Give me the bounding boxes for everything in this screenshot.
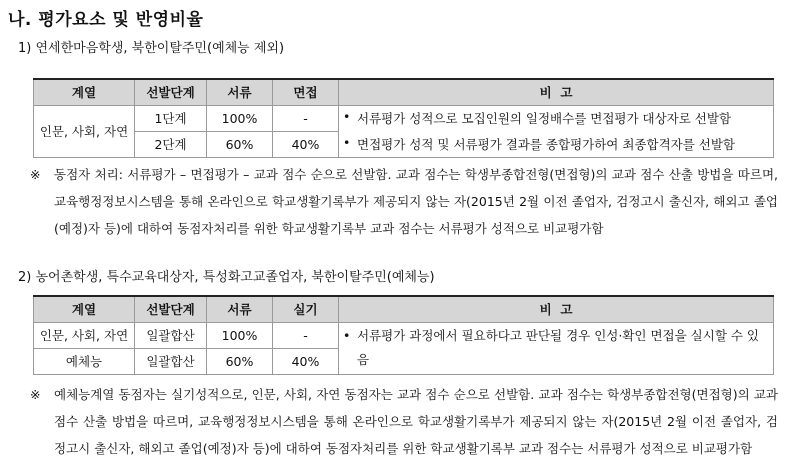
table-row	[34, 105, 774, 131]
header-practical: 실기	[273, 296, 339, 322]
section2-heading: 2) 농어촌학생, 특수교육대상자, 특성화고교졸업자, 북한이탈주민(예체능)	[18, 270, 435, 285]
header-stage: 선발단계	[135, 79, 207, 105]
page-title: 나. 평가요소 및 반영비율	[8, 10, 204, 30]
header-field: 계열	[34, 296, 135, 322]
section1-table	[33, 78, 774, 158]
field-cell: 인문, 사회, 자연	[34, 322, 135, 348]
interview-cell: 40%	[273, 131, 339, 157]
interview-cell: -	[273, 105, 339, 131]
reference-mark: ※	[30, 167, 41, 182]
practical-cell: -	[273, 322, 339, 348]
field-cell: 인문, 사회, 자연	[34, 105, 135, 157]
header-interview: 면접	[273, 79, 339, 105]
section2-table	[33, 295, 774, 375]
stage-cell: 1단계	[135, 105, 207, 131]
stage-cell: 일괄합산	[135, 322, 207, 348]
note-item: • 서류평가 성적으로 모집인원의 일정배수를 면접평가 대상자로 선발함	[343, 109, 767, 127]
practical-cell: 40%	[273, 348, 339, 374]
section2-header-row	[34, 296, 774, 322]
header-remarks: 비 고	[339, 296, 774, 322]
docs-cell: 60%	[207, 348, 273, 374]
header-stage: 선발단계	[135, 296, 207, 322]
header-field: 계열	[34, 79, 135, 105]
remark-text: 예체능계열 동점자는 실기성적으로, 인문, 사회, 자연 동점자는 교과 점수 순으로 선발함. 교과 점수는 학생부종합전형(면접형)의 교과 점수 산출 방법을 따르며, 교육행정정보시스템을 통해 온라인으로 학교생활기록부가 제공되지 않는 자(2015년 2월 이전 졸업자, 검정고시 출신자, 해외고 졸업(예정)자 등)에 대하여 동점자처리를 위한 학교생활기록부 교과 점수는 서류평가 성적으로 비교평가함	[54, 387, 778, 456]
docs-cell: 100%	[207, 322, 273, 348]
header-docs: 서류	[207, 296, 273, 322]
note-item: • 서류평가 과정에서 필요하다고 판단될 경우 인성·확인 면접을 실시할 수 있음	[343, 324, 767, 372]
docs-cell: 100%	[207, 105, 273, 131]
remarks-cell	[339, 105, 774, 157]
table-row	[34, 322, 774, 348]
section2-remark	[30, 381, 778, 462]
remark-text: 동점자 처리: 서류평가 – 면접평가 – 교과 점수 순으로 선발함. 교과 점수는 학생부종합전형(면접형)의 교과 점수 산출 방법을 따르며, 교육행정정보시스템을 통해 온라인으로 학교생활기록부가 제공되지 않는 자(2015년 2월 이전 졸업자, 검정고시 출신자, 해외고 졸업(예정)자 등)에 대하여 동점자처리를 위한 학교생활기록부 교과 점수는 서류평가 성적으로 비교평가함	[54, 167, 778, 236]
field-cell: 예체능	[34, 348, 135, 374]
section1-heading: 1) 연세한마음학생, 북한이탈주민(예체능 제외)	[18, 41, 285, 56]
note-item: • 면접평가 성적 및 서류평가 결과를 종합평가하여 최종합격자를 선발함	[343, 135, 767, 153]
section1-header-row	[34, 79, 774, 105]
stage-cell: 일괄합산	[135, 348, 207, 374]
header-docs: 서류	[207, 79, 273, 105]
section1-remark	[30, 161, 778, 242]
stage-cell: 2단계	[135, 131, 207, 157]
reference-mark: ※	[30, 387, 41, 402]
header-remarks: 비 고	[339, 79, 774, 105]
docs-cell: 60%	[207, 131, 273, 157]
remarks-cell	[339, 322, 774, 374]
